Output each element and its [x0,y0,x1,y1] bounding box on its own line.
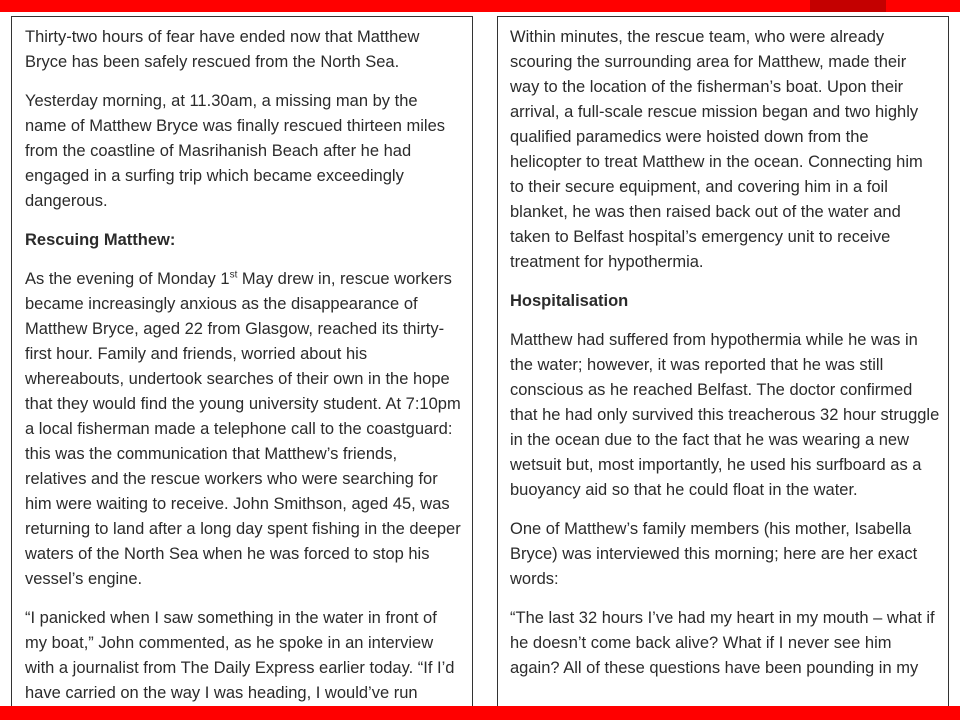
top-bar-tab [810,0,886,12]
date-suffix: st [229,269,238,281]
rescue-summary-paragraph: Yesterday morning, at 11.30am, a missing man by the name of Matthew Bryce was finally rescued thirteen miles from the coastline of Masrihanish Beach after he had engaged in a surfing trip which became exceedingly dangerous. [25,92,446,210]
hospitalisation-heading: Hospitalisation [510,292,629,310]
mother-interview-paragraph: One of Matthew’s family members (his mother, Isabella Bryce) was interviewed this morning; here are her exact words: [510,520,918,588]
right-article-column [497,16,949,716]
intro-paragraph: Thirty-two hours of fear have ended now that Matthew Bryce has been safely rescued from the North Sea. [25,28,420,71]
fisherman-quote-paragraph: “I panicked when I saw something in the water in front of my boat,” John commented, as he spoke in an interview with a journalist from The Daily Express earlier today. “If I’d have carried on the way I was heading, I would’ve run [25,609,455,702]
hypothermia-paragraph: Matthew had suffered from hypothermia while he was in the water; however, it was reported that he was still conscious as he reached Belfast. The doctor confirmed that he had only survived this treacherous 32 hour struggle in the ocean due to the fact that he was wearing a new wetsuit but, most importantly, he used his surfboard as a buoyancy aid so that he could float in the water. [510,331,940,499]
bottom-red-bar [0,706,960,720]
mother-quote-paragraph: “The last 32 hours I’ve had my heart in my mouth – what if he doesn’t come back alive? What if I never see him again? All of these questions have been pounding in my [510,609,935,677]
rescue-details-paragraph [25,267,462,592]
rescue-details-start: As the evening of Monday 1 [25,270,230,288]
rescue-details-rest: May drew in, rescue workers became increasingly anxious as the disappearance of Matthew Bryce, aged 22 from Glasgow, reached its thirty-first hour. Family and friends, worried about his whereabouts, undertook searches of their own in the hope that they would find the young university student. At 7:10pm a local fisherman made a telephone call to the coastguard: this was the communication that Matthew’s friends, relatives and the rescue workers who were searching for him were waiting to receive. John Smithson, aged 45, was returning to land after a long day spent fishing in the deeper waters of the North Sea when he was forced to stop his vessel’s engine. [25,270,461,588]
rescuing-matthew-heading: Rescuing Matthew: [25,231,176,249]
left-article-column [11,16,473,716]
rescue-mission-paragraph: Within minutes, the rescue team, who were already scouring the surrounding area for Matthew, made their way to the location of the fisherman’s boat. Upon their arrival, a full-scale rescue mission began and two highly qualified paramedics were hoisted down from the helicopter to treat Matthew in the ocean. Connecting him to their secure equipment, and covering him in a foil blanket, he was then raised back out of the water and taken to Belfast hospital’s emergency unit to receive treatment for hypothermia. [510,28,923,271]
